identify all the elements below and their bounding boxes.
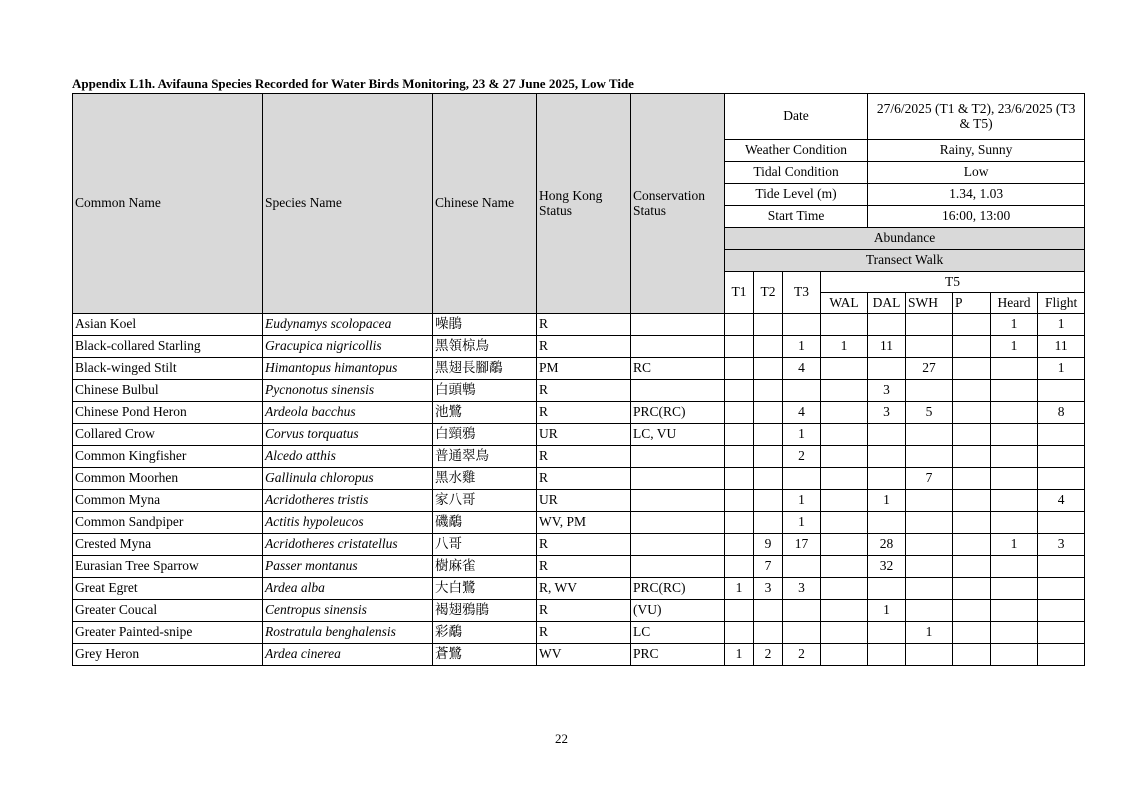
p-header: P bbox=[953, 293, 991, 314]
t1-count-cell bbox=[725, 512, 754, 534]
flight-count-cell bbox=[1038, 468, 1085, 490]
t3-count-cell bbox=[783, 600, 821, 622]
common-name-cell: Black-collared Starling bbox=[73, 336, 263, 358]
dal-count-cell bbox=[868, 622, 906, 644]
chinese-name-cell: 黑領椋鳥 bbox=[433, 336, 537, 358]
header-conservation-status: Conservation Status bbox=[631, 94, 725, 314]
species-table bbox=[72, 93, 1085, 666]
flight-count-cell bbox=[1038, 380, 1085, 402]
heard-count-cell bbox=[991, 402, 1038, 424]
p-count-cell bbox=[953, 380, 991, 402]
table-row bbox=[73, 600, 1085, 622]
table-row bbox=[73, 336, 1085, 358]
table-row bbox=[73, 358, 1085, 380]
chinese-name-cell: 褐翅鴉鵑 bbox=[433, 600, 537, 622]
common-name-cell: Common Sandpiper bbox=[73, 512, 263, 534]
tidal-value: Low bbox=[868, 162, 1085, 184]
dal-count-cell bbox=[868, 314, 906, 336]
t2-count-cell: 3 bbox=[754, 578, 783, 600]
swh-count-cell bbox=[906, 490, 953, 512]
date-value: 27/6/2025 (T1 & T2), 23/6/2025 (T3 & T5) bbox=[868, 94, 1085, 140]
table-row bbox=[73, 644, 1085, 666]
chinese-name-cell: 白頸鴉 bbox=[433, 424, 537, 446]
heard-count-cell bbox=[991, 358, 1038, 380]
chinese-name-cell: 樹麻雀 bbox=[433, 556, 537, 578]
hk-status-cell: R bbox=[537, 336, 631, 358]
chinese-name-cell: 白頭鵯 bbox=[433, 380, 537, 402]
dal-count-cell bbox=[868, 644, 906, 666]
chinese-name-cell: 黑水雞 bbox=[433, 468, 537, 490]
t2-header: T2 bbox=[754, 272, 783, 314]
dal-count-cell: 28 bbox=[868, 534, 906, 556]
t1-count-cell bbox=[725, 600, 754, 622]
dal-count-cell bbox=[868, 468, 906, 490]
transect-walk-header: Transect Walk bbox=[725, 250, 1085, 272]
heard-count-cell bbox=[991, 622, 1038, 644]
t1-count-cell bbox=[725, 358, 754, 380]
species-name-text: Actitis hypoleucos bbox=[265, 514, 364, 530]
chinese-name-cell: 噪鵑 bbox=[433, 314, 537, 336]
swh-count-cell bbox=[906, 556, 953, 578]
hk-status-cell: R bbox=[537, 534, 631, 556]
conservation-status-cell bbox=[631, 534, 725, 556]
swh-count-cell bbox=[906, 314, 953, 336]
t2-count-cell bbox=[754, 490, 783, 512]
conservation-status-cell bbox=[631, 556, 725, 578]
hk-status-cell: R bbox=[537, 622, 631, 644]
species-name-text: Pycnonotus sinensis bbox=[265, 382, 375, 398]
swh-count-cell bbox=[906, 600, 953, 622]
flight-count-cell bbox=[1038, 644, 1085, 666]
wal-count-cell bbox=[821, 446, 868, 468]
t2-count-cell bbox=[754, 380, 783, 402]
p-count-cell bbox=[953, 534, 991, 556]
hk-status-cell: WV bbox=[537, 644, 631, 666]
species-name-cell bbox=[263, 446, 433, 468]
species-name-text: Ardeola bacchus bbox=[265, 404, 356, 420]
conservation-status-cell bbox=[631, 336, 725, 358]
dal-count-cell bbox=[868, 446, 906, 468]
common-name-cell: Common Myna bbox=[73, 490, 263, 512]
t1-count-cell bbox=[725, 622, 754, 644]
conservation-status-cell bbox=[631, 446, 725, 468]
species-name-cell bbox=[263, 358, 433, 380]
swh-count-cell bbox=[906, 512, 953, 534]
table-row bbox=[73, 446, 1085, 468]
p-count-cell bbox=[953, 468, 991, 490]
hk-status-cell: PM bbox=[537, 358, 631, 380]
swh-count-cell bbox=[906, 534, 953, 556]
heard-header: Heard bbox=[991, 293, 1038, 314]
t2-count-cell bbox=[754, 402, 783, 424]
species-name-cell bbox=[263, 622, 433, 644]
conservation-status-cell: LC bbox=[631, 622, 725, 644]
conservation-status-cell bbox=[631, 468, 725, 490]
species-name-text: Acridotheres cristatellus bbox=[265, 536, 398, 552]
t3-count-cell: 1 bbox=[783, 424, 821, 446]
tidal-label: Tidal Condition bbox=[725, 162, 868, 184]
wal-count-cell: 1 bbox=[821, 336, 868, 358]
wal-header: WAL bbox=[821, 293, 868, 314]
swh-count-cell bbox=[906, 644, 953, 666]
t3-count-cell: 2 bbox=[783, 446, 821, 468]
t2-count-cell: 7 bbox=[754, 556, 783, 578]
heard-count-cell bbox=[991, 600, 1038, 622]
t2-count-cell bbox=[754, 468, 783, 490]
table-row bbox=[73, 424, 1085, 446]
species-name-text: Ardea cinerea bbox=[265, 646, 341, 662]
p-count-cell bbox=[953, 446, 991, 468]
start-time-value: 16:00, 13:00 bbox=[868, 206, 1085, 228]
t1-count-cell bbox=[725, 380, 754, 402]
common-name-cell: Crested Myna bbox=[73, 534, 263, 556]
common-name-cell: Great Egret bbox=[73, 578, 263, 600]
t2-count-cell bbox=[754, 314, 783, 336]
flight-count-cell: 4 bbox=[1038, 490, 1085, 512]
dal-count-cell: 32 bbox=[868, 556, 906, 578]
p-count-cell bbox=[953, 600, 991, 622]
conservation-status-cell bbox=[631, 512, 725, 534]
flight-count-cell bbox=[1038, 556, 1085, 578]
common-name-cell: Chinese Pond Heron bbox=[73, 402, 263, 424]
weather-value: Rainy, Sunny bbox=[868, 140, 1085, 162]
species-name-cell bbox=[263, 468, 433, 490]
wal-count-cell bbox=[821, 380, 868, 402]
t3-header: T3 bbox=[783, 272, 821, 314]
swh-count-cell: 7 bbox=[906, 468, 953, 490]
table-header bbox=[73, 94, 1085, 314]
t3-count-cell: 3 bbox=[783, 578, 821, 600]
species-name-cell bbox=[263, 578, 433, 600]
wal-count-cell bbox=[821, 490, 868, 512]
wal-count-cell bbox=[821, 534, 868, 556]
species-name-cell bbox=[263, 380, 433, 402]
chinese-name-cell: 池鷺 bbox=[433, 402, 537, 424]
wal-count-cell bbox=[821, 578, 868, 600]
species-name-text: Gallinula chloropus bbox=[265, 470, 374, 486]
t2-count-cell: 9 bbox=[754, 534, 783, 556]
species-name-cell bbox=[263, 600, 433, 622]
p-count-cell bbox=[953, 314, 991, 336]
flight-count-cell: 1 bbox=[1038, 314, 1085, 336]
t3-count-cell: 4 bbox=[783, 402, 821, 424]
species-name-text: Himantopus himantopus bbox=[265, 360, 398, 376]
common-name-cell: Common Kingfisher bbox=[73, 446, 263, 468]
heard-count-cell bbox=[991, 424, 1038, 446]
wal-count-cell bbox=[821, 468, 868, 490]
t2-count-cell bbox=[754, 358, 783, 380]
wal-count-cell bbox=[821, 512, 868, 534]
swh-count-cell: 27 bbox=[906, 358, 953, 380]
t2-count-cell bbox=[754, 446, 783, 468]
header-common-name: Common Name bbox=[73, 94, 263, 314]
page-number: 22 bbox=[555, 731, 568, 746]
tide-level-value: 1.34, 1.03 bbox=[868, 184, 1085, 206]
t1-header: T1 bbox=[725, 272, 754, 314]
dal-count-cell: 1 bbox=[868, 490, 906, 512]
t1-count-cell: 1 bbox=[725, 644, 754, 666]
t3-count-cell bbox=[783, 314, 821, 336]
hk-status-cell: R bbox=[537, 468, 631, 490]
dal-count-cell bbox=[868, 358, 906, 380]
flight-count-cell bbox=[1038, 600, 1085, 622]
table-row bbox=[73, 622, 1085, 644]
dal-count-cell: 11 bbox=[868, 336, 906, 358]
t1-count-cell bbox=[725, 446, 754, 468]
heard-count-cell: 1 bbox=[991, 314, 1038, 336]
heard-count-cell bbox=[991, 644, 1038, 666]
tide-level-label: Tide Level (m) bbox=[725, 184, 868, 206]
heard-count-cell bbox=[991, 490, 1038, 512]
t1-count-cell: 1 bbox=[725, 578, 754, 600]
t2-count-cell bbox=[754, 336, 783, 358]
hk-status-cell: WV, PM bbox=[537, 512, 631, 534]
hk-status-cell: UR bbox=[537, 490, 631, 512]
hk-status-cell: R bbox=[537, 402, 631, 424]
t3-count-cell: 1 bbox=[783, 512, 821, 534]
swh-count-cell: 5 bbox=[906, 402, 953, 424]
flight-count-cell bbox=[1038, 622, 1085, 644]
conservation-status-cell bbox=[631, 380, 725, 402]
flight-count-cell bbox=[1038, 512, 1085, 534]
t1-count-cell bbox=[725, 556, 754, 578]
common-name-cell: Greater Coucal bbox=[73, 600, 263, 622]
chinese-name-cell: 家八哥 bbox=[433, 490, 537, 512]
flight-header: Flight bbox=[1038, 293, 1085, 314]
weather-label: Weather Condition bbox=[725, 140, 868, 162]
table-row bbox=[73, 314, 1085, 336]
species-name-cell bbox=[263, 314, 433, 336]
t3-count-cell bbox=[783, 622, 821, 644]
table-row bbox=[73, 578, 1085, 600]
wal-count-cell bbox=[821, 314, 868, 336]
chinese-name-cell: 普通翠鳥 bbox=[433, 446, 537, 468]
flight-count-cell: 8 bbox=[1038, 402, 1085, 424]
species-name-cell bbox=[263, 402, 433, 424]
dal-count-cell: 1 bbox=[868, 600, 906, 622]
species-name-text: Rostratula benghalensis bbox=[265, 624, 396, 640]
species-name-text: Gracupica nigricollis bbox=[265, 338, 382, 354]
t2-count-cell bbox=[754, 512, 783, 534]
conservation-status-cell: LC, VU bbox=[631, 424, 725, 446]
heard-count-cell: 1 bbox=[991, 534, 1038, 556]
common-name-cell: Asian Koel bbox=[73, 314, 263, 336]
p-count-cell bbox=[953, 490, 991, 512]
header-species-name: Species Name bbox=[263, 94, 433, 314]
heard-count-cell bbox=[991, 468, 1038, 490]
flight-count-cell: 1 bbox=[1038, 358, 1085, 380]
flight-count-cell: 3 bbox=[1038, 534, 1085, 556]
chinese-name-cell: 八哥 bbox=[433, 534, 537, 556]
chinese-name-cell: 磯鷸 bbox=[433, 512, 537, 534]
dal-count-cell: 3 bbox=[868, 380, 906, 402]
species-name-cell bbox=[263, 644, 433, 666]
table-row bbox=[73, 402, 1085, 424]
t1-count-cell bbox=[725, 424, 754, 446]
species-name-text: Centropus sinensis bbox=[265, 602, 367, 618]
swh-count-cell bbox=[906, 336, 953, 358]
dal-count-cell bbox=[868, 424, 906, 446]
swh-count-cell bbox=[906, 424, 953, 446]
conservation-status-cell bbox=[631, 314, 725, 336]
dal-count-cell bbox=[868, 578, 906, 600]
wal-count-cell bbox=[821, 424, 868, 446]
conservation-status-cell: RC bbox=[631, 358, 725, 380]
common-name-cell: Grey Heron bbox=[73, 644, 263, 666]
hk-status-cell: R, WV bbox=[537, 578, 631, 600]
chinese-name-cell: 蒼鷺 bbox=[433, 644, 537, 666]
p-count-cell bbox=[953, 424, 991, 446]
header-hk-status: Hong Kong Status bbox=[537, 94, 631, 314]
t1-count-cell bbox=[725, 490, 754, 512]
hk-status-cell: R bbox=[537, 600, 631, 622]
t2-count-cell: 2 bbox=[754, 644, 783, 666]
wal-count-cell bbox=[821, 600, 868, 622]
p-count-cell bbox=[953, 402, 991, 424]
t3-count-cell: 1 bbox=[783, 336, 821, 358]
table-row bbox=[73, 512, 1085, 534]
p-count-cell bbox=[953, 512, 991, 534]
species-name-cell bbox=[263, 556, 433, 578]
heard-count-cell bbox=[991, 578, 1038, 600]
species-name-cell bbox=[263, 424, 433, 446]
t2-count-cell bbox=[754, 600, 783, 622]
t1-count-cell bbox=[725, 336, 754, 358]
species-name-cell bbox=[263, 512, 433, 534]
p-count-cell bbox=[953, 336, 991, 358]
t1-count-cell bbox=[725, 402, 754, 424]
t3-count-cell bbox=[783, 380, 821, 402]
swh-header: SWH bbox=[906, 293, 953, 314]
wal-count-cell bbox=[821, 644, 868, 666]
t3-count-cell: 4 bbox=[783, 358, 821, 380]
heard-count-cell: 1 bbox=[991, 336, 1038, 358]
chinese-name-cell: 大白鷺 bbox=[433, 578, 537, 600]
t3-count-cell: 1 bbox=[783, 490, 821, 512]
t2-count-cell bbox=[754, 622, 783, 644]
dal-count-cell bbox=[868, 512, 906, 534]
conservation-status-cell: (VU) bbox=[631, 600, 725, 622]
swh-count-cell bbox=[906, 380, 953, 402]
species-name-text: Alcedo atthis bbox=[265, 448, 336, 464]
chinese-name-cell: 彩鷸 bbox=[433, 622, 537, 644]
t1-count-cell bbox=[725, 314, 754, 336]
t3-count-cell bbox=[783, 468, 821, 490]
species-name-text: Acridotheres tristis bbox=[265, 492, 369, 508]
dal-header: DAL bbox=[868, 293, 906, 314]
wal-count-cell bbox=[821, 402, 868, 424]
header-chinese-name: Chinese Name bbox=[433, 94, 537, 314]
flight-count-cell bbox=[1038, 424, 1085, 446]
t1-count-cell bbox=[725, 468, 754, 490]
t3-count-cell bbox=[783, 556, 821, 578]
common-name-cell: Collared Crow bbox=[73, 424, 263, 446]
swh-count-cell: 1 bbox=[906, 622, 953, 644]
start-time-label: Start Time bbox=[725, 206, 868, 228]
table-row bbox=[73, 534, 1085, 556]
p-count-cell bbox=[953, 622, 991, 644]
table-row bbox=[73, 490, 1085, 512]
t3-count-cell: 2 bbox=[783, 644, 821, 666]
wal-count-cell bbox=[821, 556, 868, 578]
flight-count-cell bbox=[1038, 578, 1085, 600]
wal-count-cell bbox=[821, 622, 868, 644]
common-name-cell: Chinese Bulbul bbox=[73, 380, 263, 402]
abundance-header: Abundance bbox=[725, 228, 1085, 250]
species-name-text: Eudynamys scolopacea bbox=[265, 316, 392, 332]
flight-count-cell bbox=[1038, 446, 1085, 468]
t3-count-cell: 17 bbox=[783, 534, 821, 556]
heard-count-cell bbox=[991, 380, 1038, 402]
wal-count-cell bbox=[821, 358, 868, 380]
species-name-text: Passer montanus bbox=[265, 558, 358, 574]
table-row bbox=[73, 556, 1085, 578]
hk-status-cell: R bbox=[537, 380, 631, 402]
p-count-cell bbox=[953, 644, 991, 666]
swh-count-cell bbox=[906, 446, 953, 468]
t1-count-cell bbox=[725, 534, 754, 556]
conservation-status-cell: PRC(RC) bbox=[631, 402, 725, 424]
hk-status-cell: UR bbox=[537, 424, 631, 446]
table-row bbox=[73, 380, 1085, 402]
heard-count-cell bbox=[991, 512, 1038, 534]
species-name-cell bbox=[263, 534, 433, 556]
table-body bbox=[73, 314, 1085, 666]
species-name-text: Corvus torquatus bbox=[265, 426, 359, 442]
common-name-cell: Common Moorhen bbox=[73, 468, 263, 490]
common-name-cell: Eurasian Tree Sparrow bbox=[73, 556, 263, 578]
species-name-cell bbox=[263, 336, 433, 358]
conservation-status-cell: PRC bbox=[631, 644, 725, 666]
conservation-status-cell: PRC(RC) bbox=[631, 578, 725, 600]
date-label: Date bbox=[725, 94, 868, 140]
heard-count-cell bbox=[991, 556, 1038, 578]
hk-status-cell: R bbox=[537, 314, 631, 336]
conservation-status-cell bbox=[631, 490, 725, 512]
p-count-cell bbox=[953, 358, 991, 380]
table-row bbox=[73, 468, 1085, 490]
dal-count-cell: 3 bbox=[868, 402, 906, 424]
heard-count-cell bbox=[991, 446, 1038, 468]
appendix-title: Appendix L1h. Avifauna Species Recorded for Water Birds Monitoring, 23 & 27 June 2025, Low Tide bbox=[72, 76, 634, 91]
hk-status-cell: R bbox=[537, 446, 631, 468]
hk-status-cell: R bbox=[537, 556, 631, 578]
species-name-text: Ardea alba bbox=[265, 580, 325, 596]
species-name-cell bbox=[263, 490, 433, 512]
flight-count-cell: 11 bbox=[1038, 336, 1085, 358]
chinese-name-cell: 黑翅長腳鷸 bbox=[433, 358, 537, 380]
p-count-cell bbox=[953, 556, 991, 578]
t2-count-cell bbox=[754, 424, 783, 446]
common-name-cell: Greater Painted-snipe bbox=[73, 622, 263, 644]
t5-header: T5 bbox=[821, 272, 1085, 293]
swh-count-cell bbox=[906, 578, 953, 600]
p-count-cell bbox=[953, 578, 991, 600]
common-name-cell: Black-winged Stilt bbox=[73, 358, 263, 380]
